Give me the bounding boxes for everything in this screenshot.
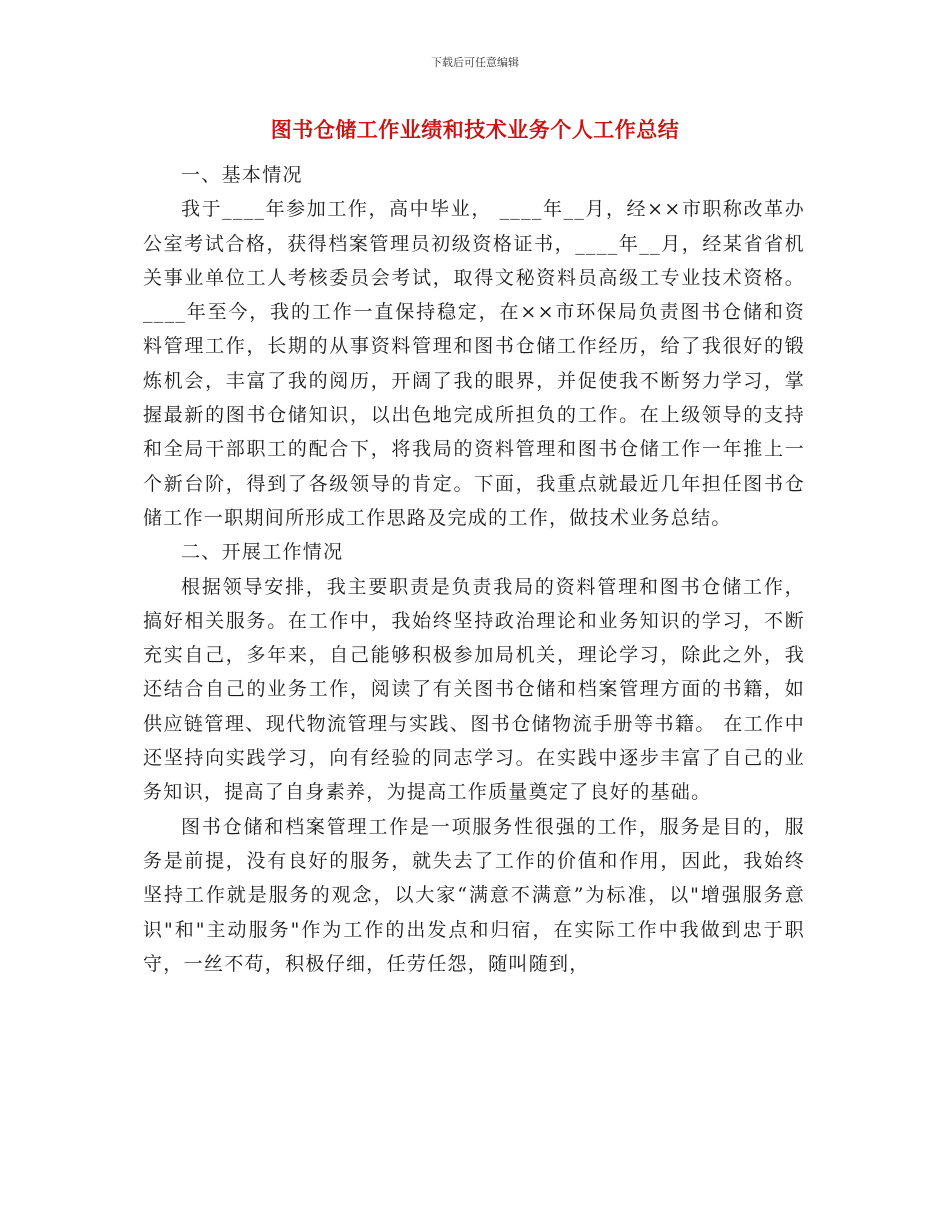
paragraph-basic-info: 我于____年参加工作，高中毕业， ____年__月，经××市职称改革办公室考试合格，获得档案管理员初级资格证书，____年__月，经某省省机关事业单位工人考核委员会考试，取得文秘资料员高级工专业技术资格。____年至今，我的工作一直保持稳定，在××市环保局负责图书仓储和资料管理工作，长期的从事资料管理和图书仓储工作经历，给了我很好的锻炼机会，丰富了我的阅历，开阔了我的眼界，并促使我不断努力学习，掌握最新的图书仓储知识，以出色地完成所担负的工作。在上级领导的支持和全局干部职工的配合下，将我局的资料管理和图书仓储工作一年推上一个新台阶，得到了各级领导的肯定。下面，我重点就最近几年担任图书仓储工作一职期间所形成工作思路及完成的工作，做技术业务总结。 xyxy=(143,198,805,529)
header-note: 下载后可任意编辑 xyxy=(431,56,519,69)
document-body xyxy=(143,158,805,981)
section-heading-basic-info: 一、基本情况 xyxy=(181,164,303,186)
section-heading-work-status: 二、开展工作情况 xyxy=(181,541,344,564)
paragraph-service-attitude: 图书仓储和档案管理工作是一项服务性很强的工作，服务是目的，服务是前提，没有良好的服务，就失去了工作的价值和作用，因此，我始终坚持工作就是服务的观念，以大家“满意不满意”为标准，以"增强服务意识"和"主动服务"作为工作的出发点和归宿，在实际工作中我做到忠于职守，一丝不苟，积极仔细，任劳任怨，随叫随到， xyxy=(143,815,805,975)
paragraph-work-duties: 根据领导安排，我主要职责是负责我局的资料管理和图书仓储工作，搞好相关服务。在工作中，我始终坚持政治理论和业务知识的学习，不断充实自己，多年来，自己能够积极参加局机关，理论学习，除此之外，我还结合自己的业务工作，阅读了有关图书仓储和档案管理方面的书籍，如供应链管理、现代物流管理与实践、图书仓储物流手册等书籍。 在工作中还坚持向实践学习，向有经验的同志学习。在实践中逐步丰富了自己的业务知识，提高了自身素养，为提高工作质量奠定了良好的基础。 xyxy=(143,575,805,804)
document-title: 图书仓储工作业绩和技术业务个人工作总结 xyxy=(270,118,680,142)
